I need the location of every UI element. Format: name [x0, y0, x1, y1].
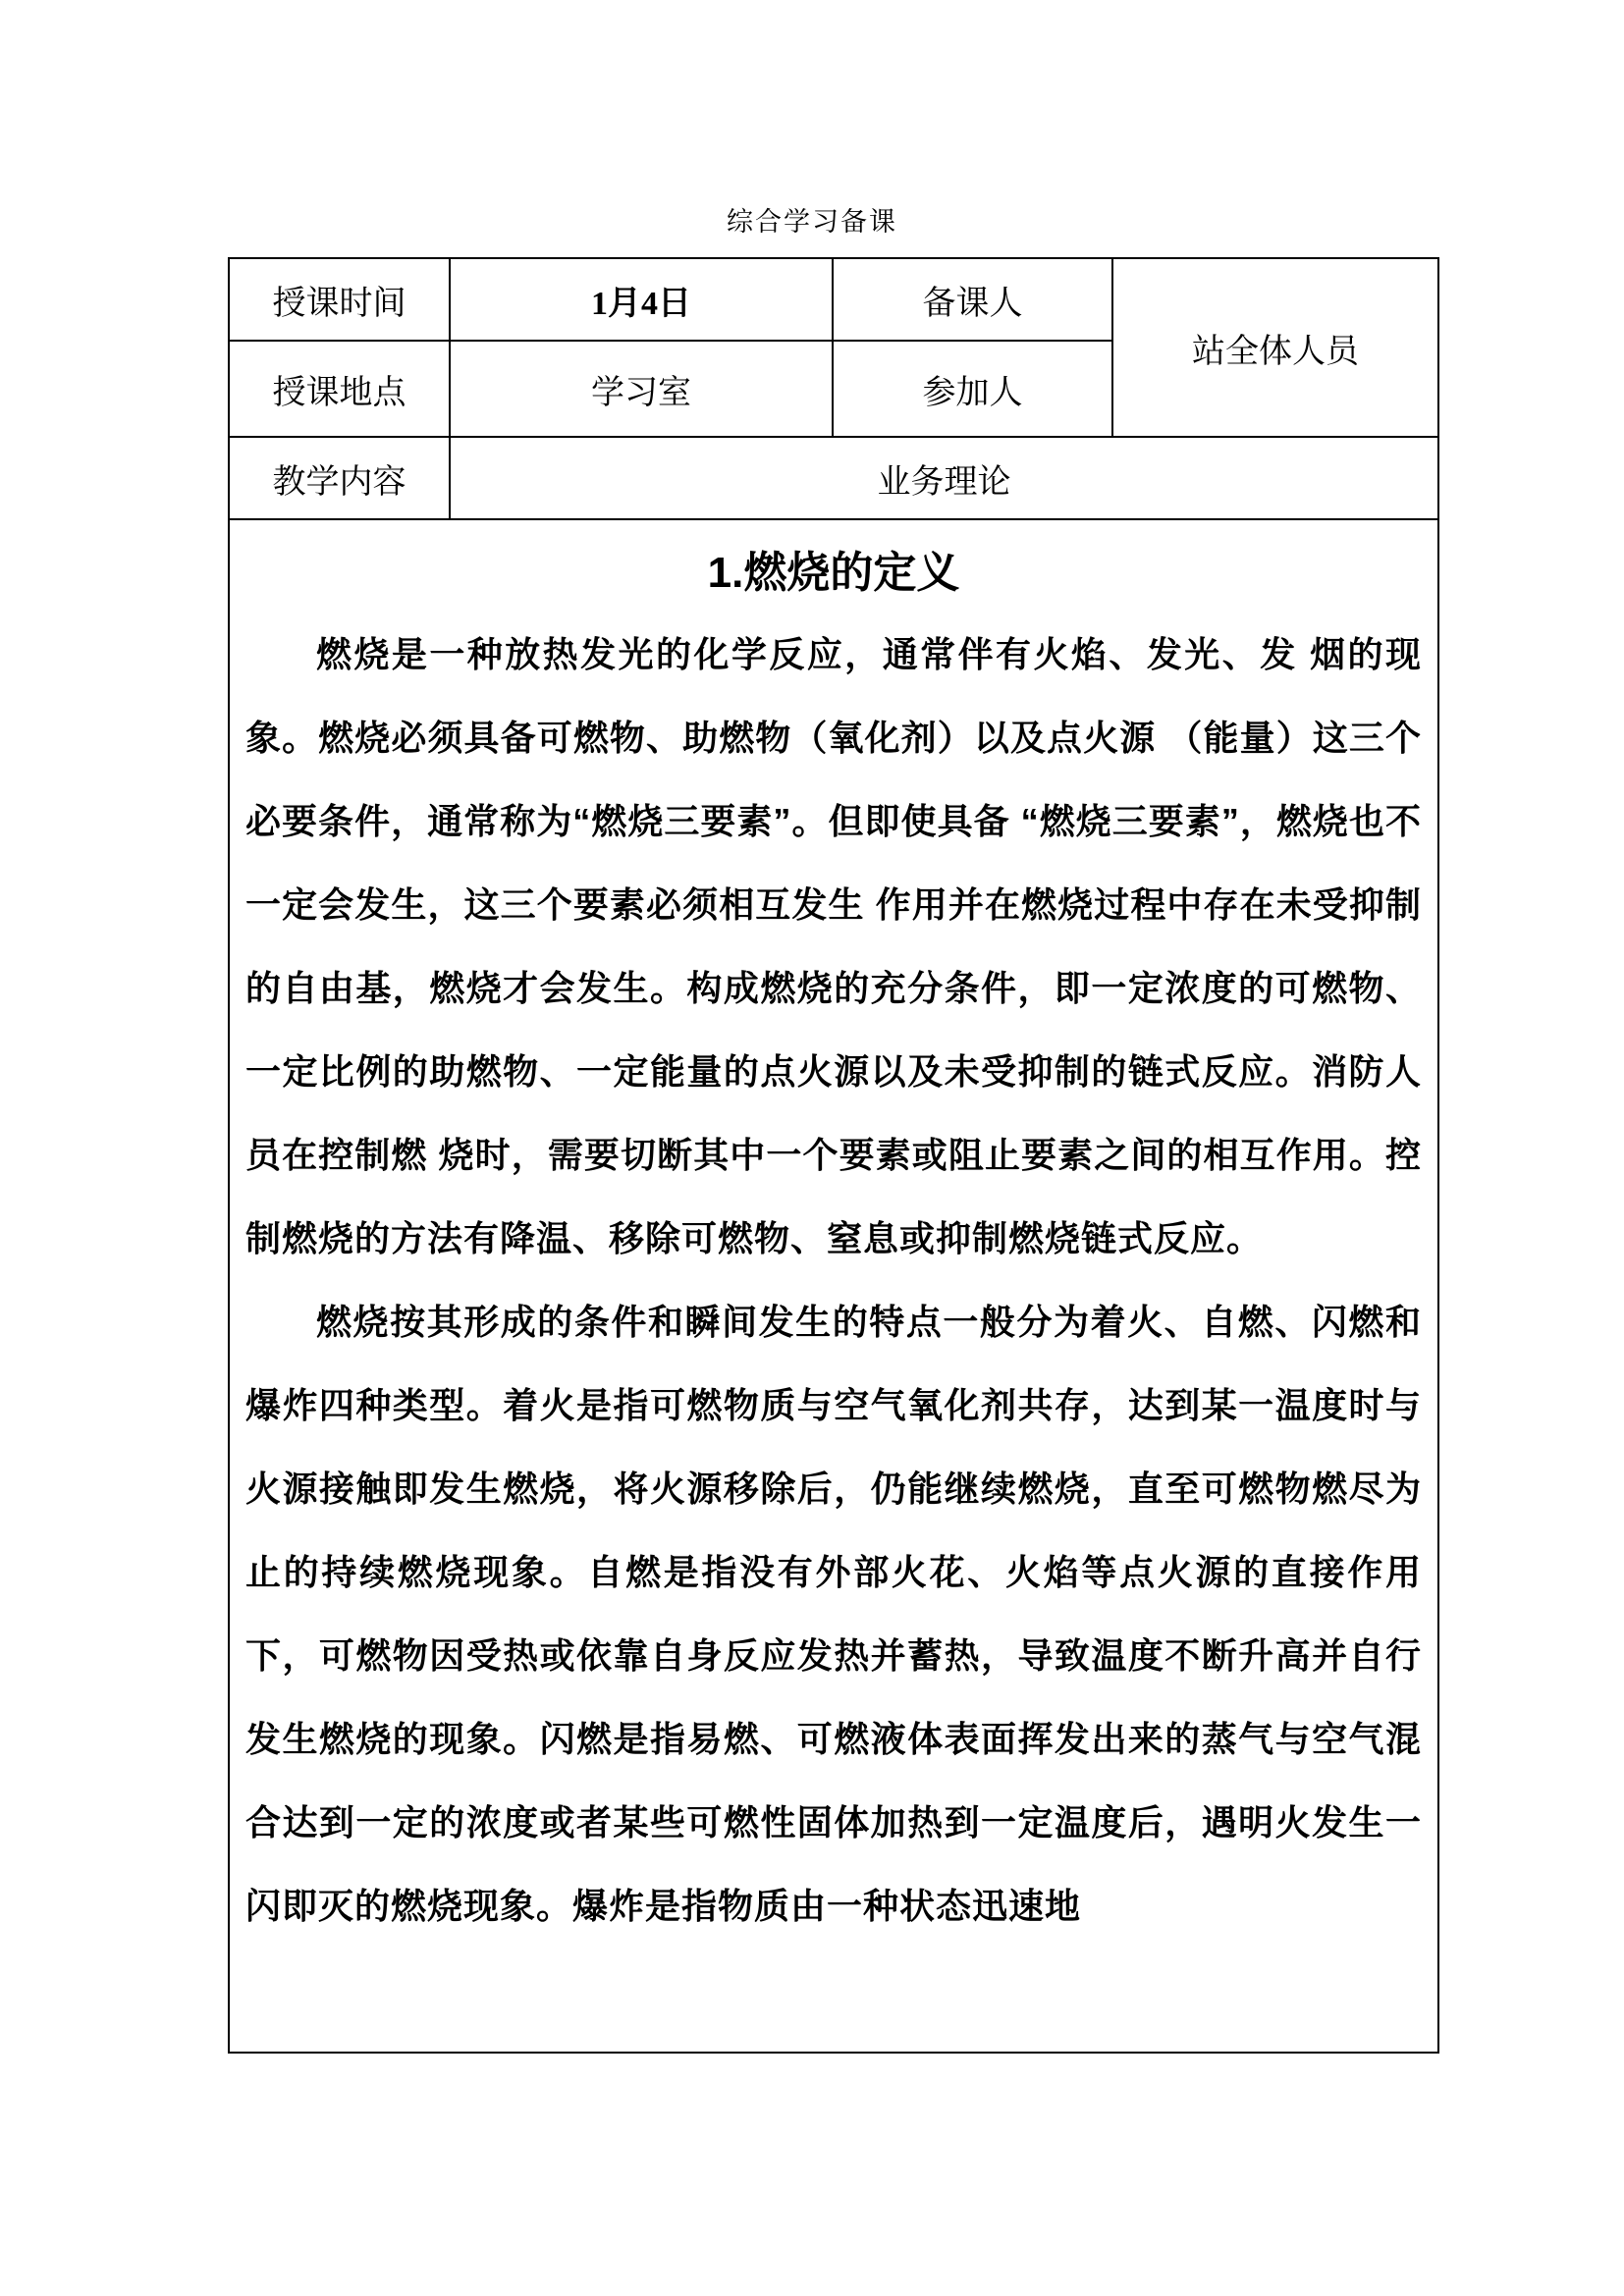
lesson-body-cell [229, 519, 1438, 2053]
lesson-info-table [228, 257, 1439, 2054]
participants-label: 参加人 [833, 341, 1112, 437]
table-row-content [229, 437, 1438, 519]
participants-value: 站全体人员 [1112, 258, 1438, 437]
table-row-body [229, 519, 1438, 2053]
teaching-time-label: 授课时间 [229, 258, 450, 341]
document-title: 综合学习备课 [727, 207, 897, 237]
teaching-content-value: 业务理论 [450, 437, 1438, 519]
section-heading: 1.燃烧的定义 [707, 549, 960, 597]
table-row-time [229, 258, 1438, 341]
body-paragraph-2: 燃烧按其形成的条件和瞬间发生的特点一般分为着火、自燃、闪燃和爆炸四种类型。着火是指可燃物质与空气氧化剂共存，达到某一温度时与火源接触即发生燃烧，将火源移除后，仍能继续燃烧，直至可燃物燃尽为止的持续燃烧现象。自燃是指没有外部火花、火焰等点火源的直接作用下，可燃物因受热或依靠自身反应发热并蓄热，导致温度不断升高并自行发生燃烧的现象。闪燃是指易燃、可燃液体表面挥发出来的蒸气与空气混合达到一定的浓度或者某些可燃性固体加热到一定温度后，遇明火发生一闪即灭的燃烧现象。爆炸是指物质由一种状态迅速地 [245, 1302, 1422, 1926]
body-paragraph-1: 燃烧是一种放热发光的化学反应，通常伴有火焰、发光、发 烟的现象。燃烧必须具备可燃物、助燃物（氧化剂）以及点火源 （能量）这三个必要条件，通常称为“燃烧三要素”。但即使具备 “燃烧三要素”，燃烧也不一定会发生，这三个要素必须相互发生 作用并在燃烧过程中存在未受抑制的自由基，燃烧才会发生。构成燃烧的充分条件，即一定浓度的可燃物、一定比例的助燃物、一定能量的点火源以及未受抑制的链式反应。消防人员在控制燃 烧时，需要切断其中一个要素或阻止要素之间的相互作用。控制燃烧的方法有降温、移除可燃物、窒息或抑制燃烧链式反应。 [245, 634, 1422, 1258]
teaching-location-value: 学习室 [450, 341, 833, 437]
teaching-location-label: 授课地点 [229, 341, 450, 437]
teaching-time-value: 1月4日 [450, 258, 833, 341]
teaching-content-label: 教学内容 [229, 437, 450, 519]
preparer-label: 备课人 [833, 258, 1112, 341]
